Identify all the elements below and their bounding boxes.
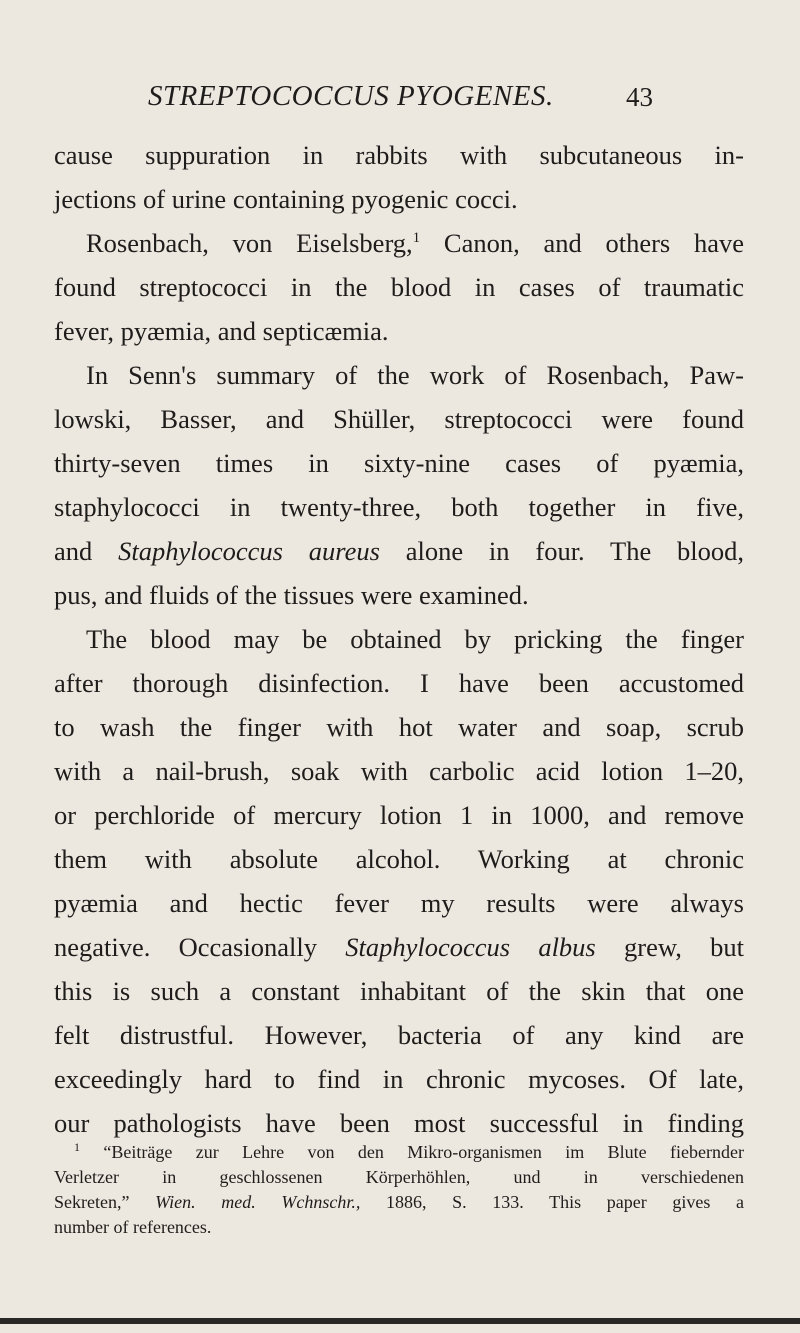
species-name: Staphylococcus albus xyxy=(345,932,596,962)
text-line: found streptococci in the blood in cases of traumatic xyxy=(54,272,744,302)
text-line: and Staphylococcus aureus alone in four. The blood, xyxy=(54,536,745,566)
footnote-line: Verletzer in geschlossenen Körperhöhlen, und in verschiedenen xyxy=(54,1167,744,1187)
text-line: felt distrustful. However, bacteria of any kind are xyxy=(54,1020,744,1050)
text-line: this is such a constant inhabitant of the skin that one xyxy=(54,976,744,1006)
footnote-line: number of references. xyxy=(54,1217,212,1237)
text-line: The blood may be obtained by pricking the finger xyxy=(86,624,744,654)
page-edge-rule xyxy=(0,1318,800,1324)
footnote-line: $^1$ “Beiträge zur Lehre von den Mikro-organismen im Blute fiebernder xyxy=(74,1140,744,1162)
text-line: cause suppuration in rabbits with subcutaneous in- xyxy=(54,140,744,170)
text-line: In Senn's summary of the work of Rosenbach, Paw- xyxy=(86,360,744,390)
text-line: to wash the finger with hot water and soap, scrub xyxy=(54,712,744,742)
text-line: after thorough disinfection. I have been accustomed xyxy=(54,668,744,698)
text-line: negative. Occasionally Staphylococcus albus grew, but xyxy=(54,932,744,962)
text-line: staphylococci in twenty-three, both together in five, xyxy=(54,492,744,522)
footnote-reference: 1 xyxy=(412,230,421,246)
running-title: STREPTOCOCCUS PYOGENES. xyxy=(148,80,554,112)
text-line: fever, pyæmia, and septicæmia. xyxy=(54,316,389,346)
text-line: jections of urine containing pyogenic cocci. xyxy=(54,184,518,214)
running-head xyxy=(0,80,800,120)
text-line: with a nail-brush, soak with carbolic acid lotion 1–20, xyxy=(54,756,744,786)
text-line: our pathologists have been most successful in finding xyxy=(54,1108,744,1138)
text-line: exceedingly hard to find in chronic mycoses. Of late, xyxy=(54,1064,744,1094)
text-line: lowski, Basser, and Shüller, streptococci were found xyxy=(54,404,744,434)
footnote-marker: 1 xyxy=(74,1140,80,1154)
text-line: pyæmia and hectic fever my results were always xyxy=(54,888,744,918)
footnote-line: Sekreten,” Wien. med. Wchnschr., 1886, S. 133. This paper gives a xyxy=(54,1192,744,1212)
page-number: 43 xyxy=(626,82,653,112)
text-line: thirty-seven times in sixty-nine cases of pyæmia, xyxy=(54,448,744,478)
text-line: or perchloride of mercury lotion 1 in 1000, and remove xyxy=(54,800,744,830)
journal-title: Wien. med. Wchnschr., xyxy=(155,1192,361,1212)
text-line: pus, and fluids of the tissues were examined. xyxy=(54,580,529,610)
text-line: Rosenbach, von Eiselsberg,$^1$ Canon, and others have xyxy=(86,228,745,258)
species-name: Staphylococcus aureus xyxy=(118,536,380,566)
text-line: them with absolute alcohol. Working at chronic xyxy=(54,844,744,874)
